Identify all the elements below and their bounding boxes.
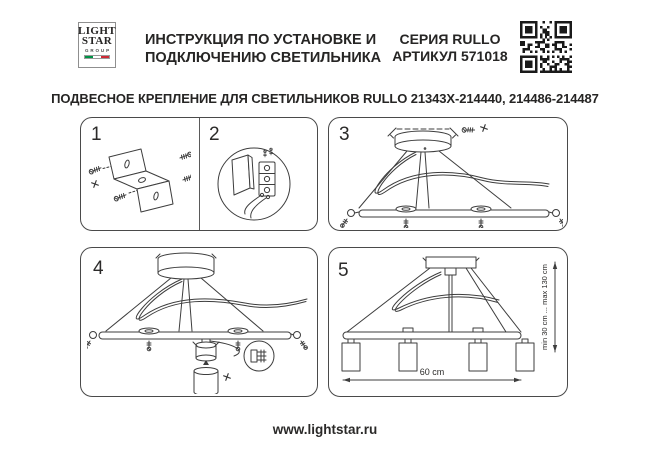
step-4-number: 4 — [93, 258, 104, 279]
step-2-number: 2 — [209, 124, 220, 145]
step-5-number: 5 — [338, 260, 349, 281]
title-line-2: ПОДКЛЮЧЕНИЮ СВЕТИЛЬНИКА — [145, 50, 382, 66]
mounting-bar — [359, 210, 549, 217]
width-dimension-label: 60 cm — [419, 367, 445, 377]
screw-icon — [182, 174, 191, 182]
canopy — [156, 253, 216, 279]
logo-group-text: GROUP — [84, 48, 111, 53]
step-1-diagram — [87, 138, 191, 226]
footer-url: www.lightstar.ru — [272, 422, 378, 437]
article-label: АРТИКУЛ 571018 — [392, 48, 508, 64]
step-panel-1-2 — [80, 117, 318, 231]
lamp-socket — [193, 339, 239, 361]
screw-icon — [179, 152, 191, 160]
title-line-1: ИНСТРУКЦИЯ ПО УСТАНОВКЕ И — [145, 32, 377, 48]
screw-icon — [114, 193, 127, 201]
product-info — [383, 31, 517, 65]
step-1-number: 1 — [91, 124, 102, 145]
step-4-diagram — [87, 252, 313, 394]
step-panel-5 — [328, 247, 568, 397]
power-cord — [392, 272, 499, 311]
step-panel-4 — [80, 247, 318, 397]
italy-flag-icon — [84, 55, 110, 59]
mounting-bar — [99, 332, 291, 339]
panel-divider — [199, 118, 200, 230]
subtitle: ПОДВЕСНОЕ КРЕПЛЕНИЕ ДЛЯ СВЕТИЛЬНИКОВ RULLO 21343X-214440, 214486-214487 — [51, 91, 599, 106]
step-panel-3 — [328, 117, 568, 231]
logo-light-text: LIGHT — [77, 25, 117, 37]
step-3-number: 3 — [339, 124, 350, 145]
wires — [245, 193, 270, 218]
mounting-bar — [343, 332, 521, 339]
screw-icon — [89, 166, 102, 174]
mounting-bracket — [109, 149, 173, 212]
terminal-block — [259, 162, 275, 196]
screw-icon — [264, 150, 267, 157]
connector-detail-circle — [244, 341, 274, 371]
height-dimension-arrow — [540, 262, 557, 352]
ceiling-plate — [232, 155, 254, 195]
canopy — [395, 131, 451, 152]
step-5-diagram — [335, 254, 563, 396]
width-dimension-arrow — [343, 367, 521, 382]
step-2-diagram — [205, 138, 309, 226]
canopy — [423, 257, 479, 275]
screw-head-icon — [91, 180, 100, 189]
bar-clamps — [403, 328, 483, 332]
series-label: СЕРИЯ RULLO — [399, 31, 501, 47]
logo-star-text: STAR — [81, 34, 113, 47]
lightstar-logo — [78, 22, 116, 68]
step-3-diagram — [335, 124, 563, 228]
ceiling-mount-strip — [388, 124, 488, 138]
page-title — [145, 31, 415, 67]
lamp-shade — [194, 360, 231, 394]
height-dimension-label: min 30 cm ... max 130 cm — [540, 264, 549, 350]
qr-code — [520, 21, 572, 73]
